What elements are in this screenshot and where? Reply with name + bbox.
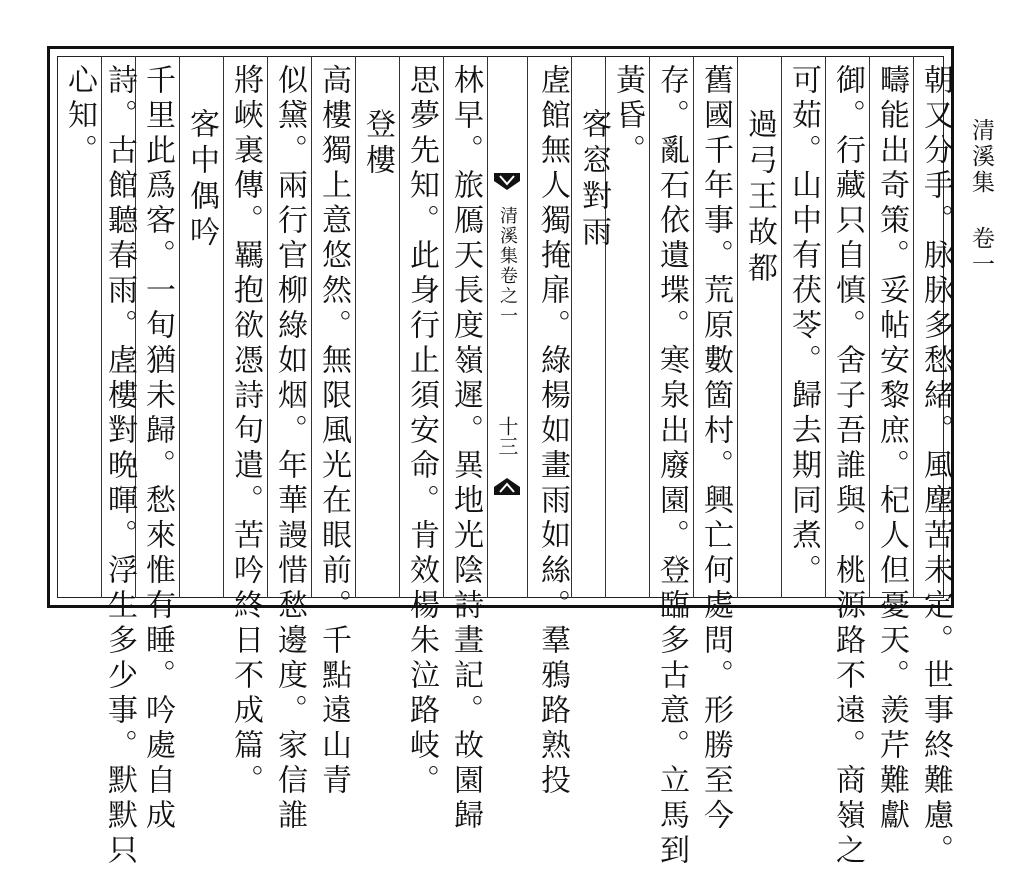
center-book-title: 清溪集卷之一: [497, 206, 518, 326]
text-column: 似黛。兩行官柳綠如烟。年華謾惜愁邊度。家信誰: [272, 64, 307, 834]
center-band-rule: [527, 56, 528, 598]
fish-tail-mark-icon: [493, 474, 521, 496]
text-column: 思夢先知。此身行止須安命。肯效楊朱泣路岐。: [404, 64, 439, 799]
poem-title: 客中偶吟: [184, 108, 219, 252]
text-column: 存。亂石依遺堞。寒泉出廢園。登臨多古意。立馬到: [654, 64, 689, 869]
text-column: 可茹。山中有茯苓。歸去期同煮。: [786, 64, 821, 589]
text-column: 高樓獨上意悠然。無限風光在眼前。千點遠山青: [316, 64, 351, 799]
center-fold-band: [487, 56, 527, 598]
text-column: 黃昏。: [610, 64, 645, 169]
text-column: 千里此爲客。一旬猶未歸。愁來惟有睡。吟處自成: [140, 64, 175, 834]
text-column: 舊國千年事。荒原數箇村。興亡何處問。形勝至今: [698, 64, 733, 834]
text-column: 御。行藏只自慎。舍子吾誰與。桃源路不遠。商嶺之: [830, 64, 865, 869]
page-number: 十三: [495, 416, 519, 456]
running-header: [966, 118, 996, 278]
poem-title: 登樓: [360, 108, 395, 180]
volume-label: 卷一: [968, 226, 994, 278]
text-column: 虗館無人獨掩扉。綠楊如畫雨如絲。羣鴉路熟投: [535, 64, 570, 799]
fish-tail-mark-icon: [493, 172, 521, 194]
text-column: 疇能出奇策。妥帖安黎庶。杞人但憂天。羨芹難獻: [874, 64, 909, 834]
text-column: 詩。古館聽春雨。虗樓對晩暉。浮生多少事。默默只: [102, 64, 137, 869]
text-column: 朝又分手。脉脉多愁緒。風塵苦未定。世事終難慮。: [918, 64, 953, 869]
text-column: 林早。旅鴈天長度嶺遲。異地光陰詩晝記。故園歸: [448, 64, 483, 834]
text-column: 心知。: [62, 64, 97, 169]
poem-title: 過弓王故都: [742, 108, 777, 288]
text-column: 將峽裏傳。羈抱欲憑詩句遣。苦吟終日不成篇。: [228, 64, 263, 799]
poem-title: 客窓對雨: [576, 108, 611, 252]
book-title: 清溪集: [968, 118, 994, 196]
